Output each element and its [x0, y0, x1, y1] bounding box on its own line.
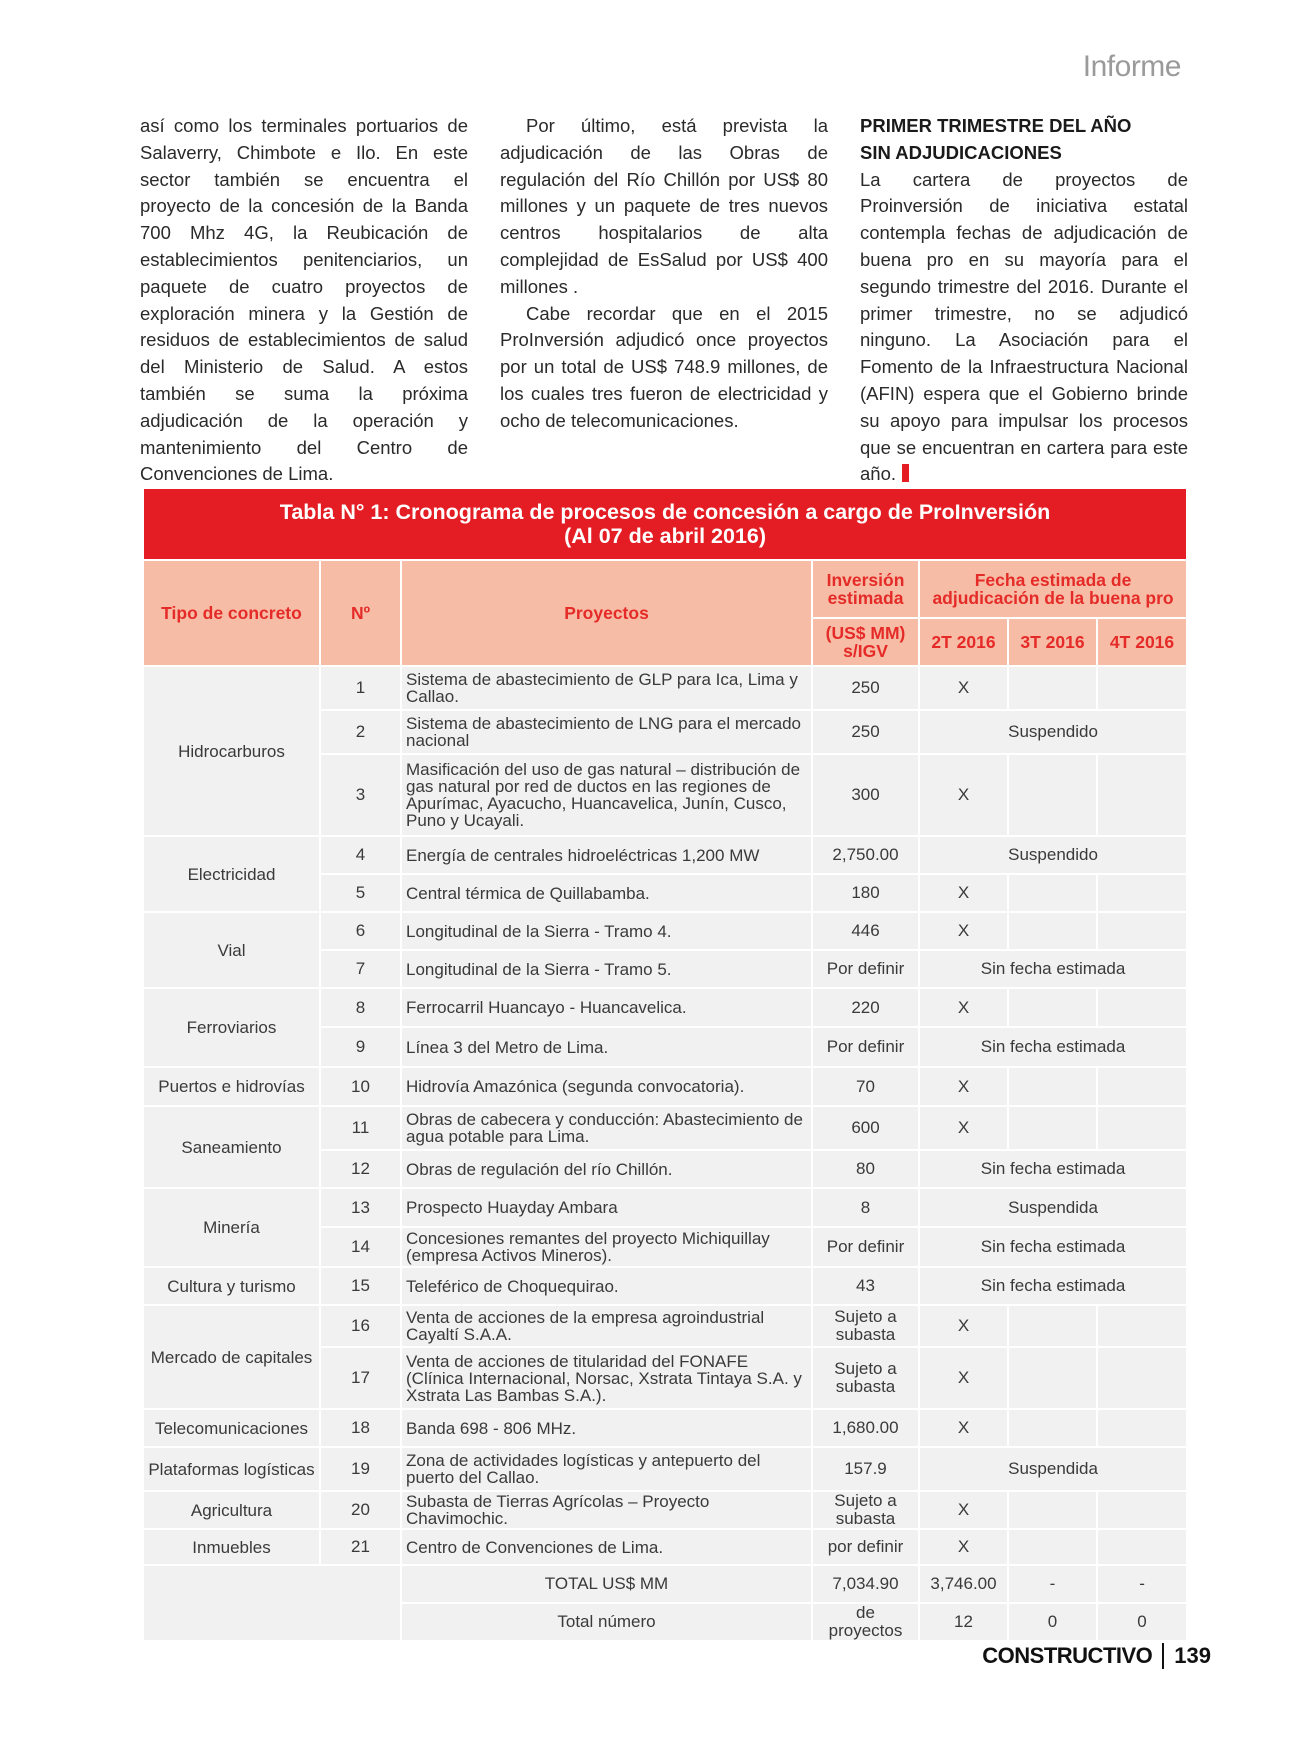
mark-q2: X [919, 1347, 1008, 1409]
investment: 80 [812, 1150, 919, 1188]
mark-q3 [1008, 666, 1097, 710]
project-name: Zona de actividades logísticas y antepuerto del puerto del Callao. [401, 1447, 812, 1491]
project-name: Venta de acciones de la empresa agroindustrial Cayaltí S.A.A. [401, 1305, 812, 1347]
paragraph-text: La cartera de proyectos de Proinversión de iniciativa estatal contempla fechas de adjudicación de buena pro en su mayoría para el segundo trimestre del 2016. Durante el primer trimestre, no se adjudicó ninguno. La Asociación para el Fomento de la Infraestructura Nacional (AFIN) espera que el Gobierno brinde su apoyo para impulsar los procesos que se encuentran en cartera para este año. [860, 168, 1188, 485]
investment: 220 [812, 988, 919, 1027]
mark-q2: X [919, 1529, 1008, 1565]
mark-q2: X [919, 1491, 1008, 1529]
table-row [143, 1305, 1187, 1347]
article-column-2 [500, 113, 828, 435]
table-row [143, 1447, 1187, 1491]
category-cell: Ferroviarios [143, 988, 320, 1067]
mark-q4 [1097, 988, 1187, 1027]
row-number: 8 [320, 988, 401, 1027]
totals-row [143, 1565, 1187, 1603]
row-number: 21 [320, 1529, 401, 1565]
category-cell: Saneamiento [143, 1106, 320, 1188]
article-column-1 [140, 113, 468, 488]
status-text: Suspendido [919, 836, 1187, 874]
mark-q4 [1097, 1106, 1187, 1150]
investment: 43 [812, 1267, 919, 1305]
category-cell: Inmuebles [143, 1529, 320, 1565]
status-text: Sin fecha estimada [919, 1150, 1187, 1188]
category-cell: Cultura y turismo [143, 1267, 320, 1305]
project-name: Obras de regulación del río Chillón. [401, 1150, 812, 1188]
investment: 2,750.00 [812, 836, 919, 874]
table-row [143, 1106, 1187, 1150]
magazine-brand: CONSTRUCTIVO [982, 1643, 1153, 1668]
mark-q2: X [919, 1067, 1008, 1106]
subheading-line: PRIMER TRIMESTRE DEL AÑO [860, 115, 1132, 136]
row-number: 20 [320, 1491, 401, 1529]
paragraph [860, 167, 1188, 489]
mark-q2: X [919, 1409, 1008, 1447]
row-number: 4 [320, 836, 401, 874]
header-tipo: Tipo de concreto [143, 560, 320, 666]
row-number: 6 [320, 912, 401, 950]
mark-q4 [1097, 1409, 1187, 1447]
project-name: Energía de centrales hidroeléctricas 1,200 MW [401, 836, 812, 874]
investment: 250 [812, 666, 919, 710]
total-num-label: Total número [401, 1603, 812, 1641]
paragraph: así como los terminales portuarios de Salaverry, Chimbote e Ilo. En este sector también se encuentra el proyecto de la concesión de la Banda 700 Mhz 4G, la Reubicación de establecimientos penitenciarios, un paquete de cuatro proyectos de exploración minera y la Gestión de residuos de establecimientos de salud del Ministerio de Salud. A estos también se suma la próxima adjudicación de la operación y mantenimiento del Centro de Convenciones de Lima. [140, 115, 468, 485]
table-row [143, 1529, 1187, 1565]
category-cell: Electricidad [143, 836, 320, 912]
table-row [143, 1188, 1187, 1227]
status-text: Suspendida [919, 1447, 1187, 1491]
row-number: 19 [320, 1447, 401, 1491]
mark-q4 [1097, 912, 1187, 950]
header-fecha: Fecha estimada de adjudicación de la buena pro [919, 560, 1187, 618]
mark-q2: X [919, 912, 1008, 950]
row-number: 16 [320, 1305, 401, 1347]
investment: Por definir [812, 950, 919, 988]
investment: Sujeto a subasta [812, 1491, 919, 1529]
mark-q3 [1008, 912, 1097, 950]
header-unidad: (US$ MM) s/IGV [812, 618, 919, 666]
total-num-q3: 0 [1008, 1603, 1097, 1641]
project-name: Obras de cabecera y conducción: Abastecimiento de agua potable para Lima. [401, 1106, 812, 1150]
footer-divider [1162, 1643, 1164, 1669]
mark-q2: X [919, 988, 1008, 1027]
project-name: Teleférico de Choquequirao. [401, 1267, 812, 1305]
investment: Por definir [812, 1227, 919, 1267]
investment: 157.9 [812, 1447, 919, 1491]
mark-q4 [1097, 754, 1187, 836]
project-name: Ferrocarril Huancayo - Huancavelica. [401, 988, 812, 1027]
category-cell: Minería [143, 1188, 320, 1267]
paragraph: Cabe recordar que en el 2015 ProInversión adjudicó once proyectos por un total de US$ 748.9 millones, de los cuales tres fueron de electricidad y ocho de telecomunicaciones. [500, 302, 828, 431]
table-row [143, 666, 1187, 710]
table-row [143, 1067, 1187, 1106]
row-number: 18 [320, 1409, 401, 1447]
project-name: Banda 698 - 806 MHz. [401, 1409, 812, 1447]
project-name: Sistema de abastecimiento de LNG para el mercado nacional [401, 710, 812, 754]
mark-q3 [1008, 1305, 1097, 1347]
table-row [143, 1409, 1187, 1447]
category-cell: Telecomunicaciones [143, 1409, 320, 1447]
end-of-article-mark [902, 464, 909, 482]
status-text: Sin fecha estimada [919, 950, 1187, 988]
project-name: Hidrovía Amazónica (segunda convocatoria). [401, 1067, 812, 1106]
header-q4: 4T 2016 [1097, 618, 1187, 666]
project-name: Longitudinal de la Sierra - Tramo 4. [401, 912, 812, 950]
mark-q4 [1097, 1305, 1187, 1347]
mark-q3 [1008, 1409, 1097, 1447]
table-row [143, 836, 1187, 874]
mark-q3 [1008, 1529, 1097, 1565]
mark-q3 [1008, 1491, 1097, 1529]
total-num-q2: 12 [919, 1603, 1008, 1641]
investment: 8 [812, 1188, 919, 1227]
investment: 300 [812, 754, 919, 836]
total-usd-q2: 3,746.00 [919, 1565, 1008, 1603]
investment: por definir [812, 1529, 919, 1565]
project-name: Línea 3 del Metro de Lima. [401, 1027, 812, 1067]
status-text: Sin fecha estimada [919, 1267, 1187, 1305]
concession-schedule-table [142, 487, 1188, 1642]
mark-q4 [1097, 666, 1187, 710]
investment: 600 [812, 1106, 919, 1150]
paragraph: Por último, está prevista la adjudicación de las Obras de regulación del Río Chillón por US$ 80 millones y un paquete de tres nuevos centros hospitalarios de alta complejidad de EsSalud por US$ 400 millones . [500, 115, 828, 297]
totals-blank [143, 1565, 401, 1641]
category-cell: Vial [143, 912, 320, 988]
mark-q2: X [919, 874, 1008, 912]
mark-q3 [1008, 1347, 1097, 1409]
mark-q3 [1008, 1106, 1097, 1150]
project-name: Sistema de abastecimiento de GLP para Ica, Lima y Callao. [401, 666, 812, 710]
mark-q2: X [919, 1305, 1008, 1347]
category-cell: Puertos e hidrovías [143, 1067, 320, 1106]
status-text: Suspendida [919, 1188, 1187, 1227]
row-number: 12 [320, 1150, 401, 1188]
header-inversion: Inversión estimada [812, 560, 919, 618]
row-number: 17 [320, 1347, 401, 1409]
article-column-3 [860, 113, 1188, 488]
mark-q3 [1008, 874, 1097, 912]
mark-q4 [1097, 1067, 1187, 1106]
row-number: 14 [320, 1227, 401, 1267]
mark-q4 [1097, 1491, 1187, 1529]
investment: 70 [812, 1067, 919, 1106]
header-q3: 3T 2016 [1008, 618, 1097, 666]
row-number: 3 [320, 754, 401, 836]
total-usd-q4: - [1097, 1565, 1187, 1603]
header-proyectos: Proyectos [401, 560, 812, 666]
table-row [143, 1267, 1187, 1305]
investment: Sujeto a subasta [812, 1305, 919, 1347]
page-number: 139 [1174, 1643, 1211, 1668]
table-row [143, 912, 1187, 950]
investment: 446 [812, 912, 919, 950]
row-number: 7 [320, 950, 401, 988]
article-columns [140, 113, 1190, 485]
total-usd-inv: 7,034.90 [812, 1565, 919, 1603]
status-text: Sin fecha estimada [919, 1227, 1187, 1267]
investment: 1,680.00 [812, 1409, 919, 1447]
table-row [143, 988, 1187, 1027]
subheading [860, 113, 1188, 167]
header-q2: 2T 2016 [919, 618, 1008, 666]
total-usd-q3: - [1008, 1565, 1097, 1603]
table-title-line: Tabla N° 1: Cronograma de procesos de concesión a cargo de ProInversión [279, 500, 1051, 524]
row-number: 1 [320, 666, 401, 710]
project-name: Longitudinal de la Sierra - Tramo 5. [401, 950, 812, 988]
project-name: Venta de acciones de titularidad del FONAFE (Clínica Internacional, Norsac, Xstrata Tintaya S.A. y Xstrata Las Bambas S.A.). [401, 1347, 812, 1409]
investment: Sujeto a subasta [812, 1347, 919, 1409]
project-name: Subasta de Tierras Agrícolas – Proyecto Chavimochic. [401, 1491, 812, 1529]
mark-q2: X [919, 666, 1008, 710]
row-number: 15 [320, 1267, 401, 1305]
row-number: 13 [320, 1188, 401, 1227]
investment: 250 [812, 710, 919, 754]
project-name: Masificación del uso de gas natural – distribución de gas natural por red de ductos en las regiones de Apurímac, Ayacucho, Huancavelica, Junín, Cusco, Puno y Ucayali. [401, 754, 812, 836]
mark-q2: X [919, 754, 1008, 836]
category-cell: Plataformas logísticas [143, 1447, 320, 1491]
investment: 180 [812, 874, 919, 912]
row-number: 10 [320, 1067, 401, 1106]
project-name: Concesiones remantes del proyecto Michiquillay (empresa Activos Mineros). [401, 1227, 812, 1267]
row-number: 2 [320, 710, 401, 754]
mark-q3 [1008, 754, 1097, 836]
mark-q4 [1097, 1347, 1187, 1409]
mark-q4 [1097, 1529, 1187, 1565]
category-cell: Mercado de capitales [143, 1305, 320, 1409]
row-number: 11 [320, 1106, 401, 1150]
row-number: 5 [320, 874, 401, 912]
project-name: Prospecto Huayday Ambara [401, 1188, 812, 1227]
row-number: 9 [320, 1027, 401, 1067]
section-label: Informe [1082, 50, 1181, 83]
table-row [143, 1491, 1187, 1529]
total-num-inv: de proyectos [812, 1603, 919, 1641]
category-cell: Hidrocarburos [143, 666, 320, 836]
mark-q2: X [919, 1106, 1008, 1150]
investment: Por definir [812, 1027, 919, 1067]
mark-q3 [1008, 1067, 1097, 1106]
total-usd-label: TOTAL US$ MM [401, 1565, 812, 1603]
table-title-line: (Al 07 de abril 2016) [564, 524, 767, 548]
mark-q3 [1008, 988, 1097, 1027]
project-name: Central térmica de Quillabamba. [401, 874, 812, 912]
project-name: Centro de Convenciones de Lima. [401, 1529, 812, 1565]
category-cell: Agricultura [143, 1491, 320, 1529]
status-text: Sin fecha estimada [919, 1027, 1187, 1067]
status-text: Suspendido [919, 710, 1187, 754]
table-title [143, 488, 1187, 560]
total-num-q4: 0 [1097, 1603, 1187, 1641]
header-num: Nº [320, 560, 401, 666]
subheading-line: SIN ADJUDICACIONES [860, 141, 1062, 163]
page-footer [982, 1643, 1211, 1669]
mark-q4 [1097, 874, 1187, 912]
